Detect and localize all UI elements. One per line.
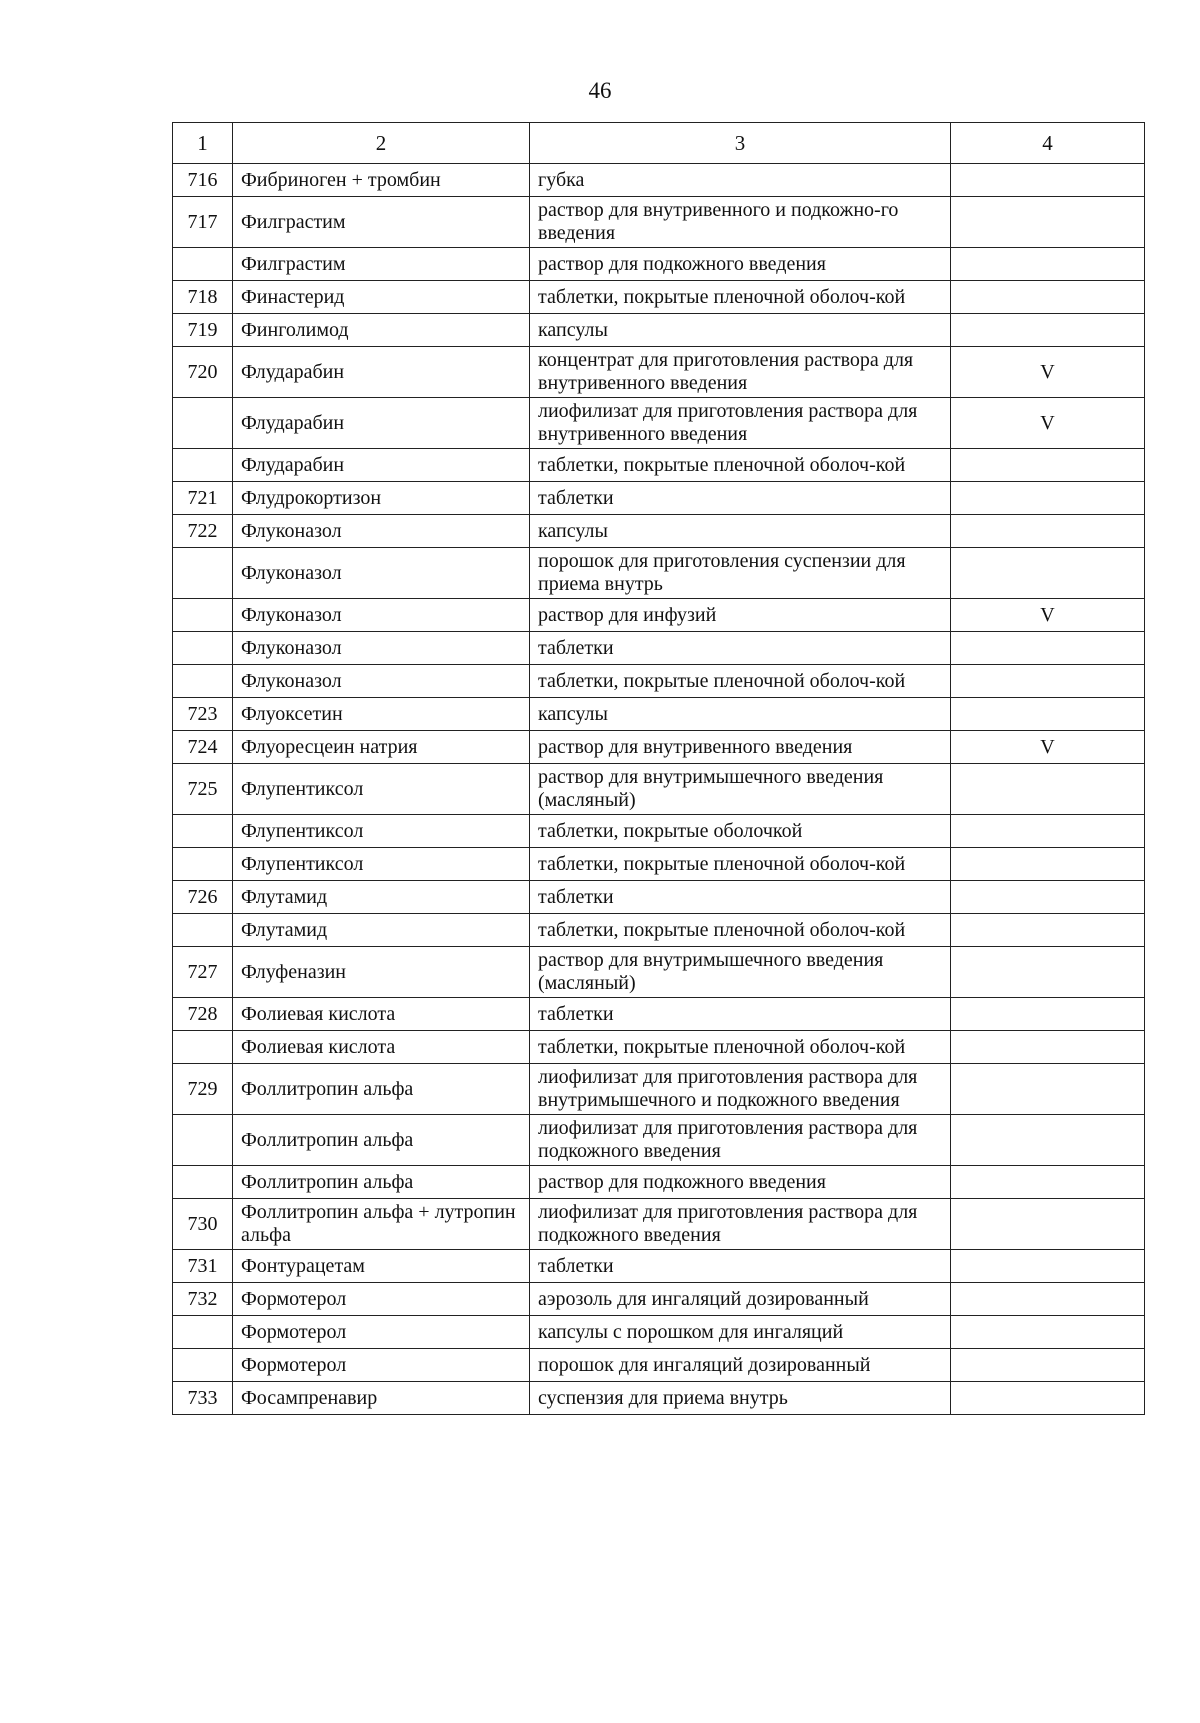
- drug-name: Флуоресцеин натрия: [233, 731, 530, 764]
- row-number: [173, 665, 233, 698]
- table-row: [173, 1349, 1145, 1382]
- table-row: [173, 1199, 1145, 1250]
- vital-mark: [951, 482, 1145, 515]
- drug-name: Финголимод: [233, 314, 530, 347]
- drug-name: Флударабин: [233, 398, 530, 449]
- row-number: 719: [173, 314, 233, 347]
- vital-mark: [951, 197, 1145, 248]
- column-header-1: 1: [173, 123, 233, 164]
- row-number: 727: [173, 947, 233, 998]
- row-number: 728: [173, 998, 233, 1031]
- table-row: [173, 482, 1145, 515]
- dosage-form: таблетки, покрытые пленочной оболоч-кой: [530, 848, 951, 881]
- drug-name: Фолиевая кислота: [233, 998, 530, 1031]
- table-header-row: [173, 123, 1145, 164]
- dosage-form: раствор для подкожного введения: [530, 248, 951, 281]
- row-number: 729: [173, 1064, 233, 1115]
- dosage-form: аэрозоль для ингаляций дозированный: [530, 1283, 951, 1316]
- drug-name: Фосампренавир: [233, 1382, 530, 1415]
- table-row: [173, 698, 1145, 731]
- table-row: [173, 197, 1145, 248]
- column-header-2: 2: [233, 123, 530, 164]
- drug-name: Флутамид: [233, 881, 530, 914]
- vital-mark: [951, 998, 1145, 1031]
- row-number: 726: [173, 881, 233, 914]
- vital-mark: [951, 632, 1145, 665]
- vital-mark: [951, 314, 1145, 347]
- dosage-form: раствор для внутримышечного введения (масляный): [530, 764, 951, 815]
- row-number: [173, 1166, 233, 1199]
- vital-mark: [951, 665, 1145, 698]
- drug-name: Флуоксетин: [233, 698, 530, 731]
- dosage-form: таблетки, покрытые пленочной оболоч-кой: [530, 914, 951, 947]
- table-row: [173, 1283, 1145, 1316]
- row-number: 731: [173, 1250, 233, 1283]
- row-number: [173, 398, 233, 449]
- vital-mark: V: [951, 731, 1145, 764]
- dosage-form: лиофилизат для приготовления раствора для подкожного введения: [530, 1199, 951, 1250]
- dosage-form: таблетки, покрытые пленочной оболоч-кой: [530, 281, 951, 314]
- table-row: [173, 632, 1145, 665]
- vital-mark: [951, 881, 1145, 914]
- drug-name: Фонтурацетам: [233, 1250, 530, 1283]
- vital-mark: V: [951, 599, 1145, 632]
- table-row: [173, 1382, 1145, 1415]
- dosage-form: губка: [530, 164, 951, 197]
- drug-name: Фоллитропин альфа: [233, 1115, 530, 1166]
- vital-mark: [951, 1316, 1145, 1349]
- dosage-form: лиофилизат для приготовления раствора для внутривенного введения: [530, 398, 951, 449]
- drug-name: Флутамид: [233, 914, 530, 947]
- vital-mark: [951, 698, 1145, 731]
- row-number: [173, 548, 233, 599]
- table-row: [173, 665, 1145, 698]
- table-row: [173, 347, 1145, 398]
- dosage-form: раствор для внутримышечного введения (масляный): [530, 947, 951, 998]
- row-number: 730: [173, 1199, 233, 1250]
- row-number: 721: [173, 482, 233, 515]
- dosage-form: таблетки, покрытые пленочной оболоч-кой: [530, 1031, 951, 1064]
- row-number: [173, 1115, 233, 1166]
- vital-mark: [951, 815, 1145, 848]
- table-row: [173, 1115, 1145, 1166]
- dosage-form: таблетки: [530, 1250, 951, 1283]
- table-row: [173, 314, 1145, 347]
- vital-mark: [951, 764, 1145, 815]
- dosage-form: таблетки, покрытые оболочкой: [530, 815, 951, 848]
- dosage-form: раствор для внутривенного введения: [530, 731, 951, 764]
- row-number: [173, 914, 233, 947]
- dosage-form: капсулы: [530, 314, 951, 347]
- dosage-form: раствор для внутривенного и подкожно-го введения: [530, 197, 951, 248]
- vital-mark: [951, 947, 1145, 998]
- row-number: 717: [173, 197, 233, 248]
- drug-name: Фоллитропин альфа: [233, 1166, 530, 1199]
- row-number: [173, 248, 233, 281]
- drug-name: Флупентиксол: [233, 815, 530, 848]
- table-row: [173, 1064, 1145, 1115]
- vital-mark: [951, 914, 1145, 947]
- table-row: [173, 914, 1145, 947]
- table-row: [173, 281, 1145, 314]
- drug-table: [172, 122, 1145, 1415]
- row-number: [173, 599, 233, 632]
- dosage-form: капсулы: [530, 698, 951, 731]
- drug-name: Формотерол: [233, 1349, 530, 1382]
- row-number: [173, 632, 233, 665]
- row-number: [173, 1349, 233, 1382]
- vital-mark: [951, 515, 1145, 548]
- vital-mark: [951, 164, 1145, 197]
- row-number: [173, 1031, 233, 1064]
- table-row: [173, 998, 1145, 1031]
- drug-name: Филграстим: [233, 248, 530, 281]
- row-number: [173, 1316, 233, 1349]
- dosage-form: капсулы с порошком для ингаляций: [530, 1316, 951, 1349]
- table-row: [173, 449, 1145, 482]
- drug-name: Фоллитропин альфа + лутропин альфа: [233, 1199, 530, 1250]
- drug-name: Флуконазол: [233, 515, 530, 548]
- drug-name: Финастерид: [233, 281, 530, 314]
- table-row: [173, 731, 1145, 764]
- vital-mark: [951, 1115, 1145, 1166]
- vital-mark: [951, 1283, 1145, 1316]
- table-row: [173, 1250, 1145, 1283]
- table-row: [173, 947, 1145, 998]
- row-number: [173, 815, 233, 848]
- dosage-form: капсулы: [530, 515, 951, 548]
- drug-name: Флуконазол: [233, 548, 530, 599]
- vital-mark: [951, 848, 1145, 881]
- row-number: [173, 449, 233, 482]
- dosage-form: таблетки: [530, 632, 951, 665]
- drug-name: Фоллитропин альфа: [233, 1064, 530, 1115]
- vital-mark: [951, 1382, 1145, 1415]
- dosage-form: таблетки, покрытые пленочной оболоч-кой: [530, 665, 951, 698]
- dosage-form: раствор для подкожного введения: [530, 1166, 951, 1199]
- dosage-form: порошок для ингаляций дозированный: [530, 1349, 951, 1382]
- drug-name: Флупентиксол: [233, 764, 530, 815]
- drug-name: Филграстим: [233, 197, 530, 248]
- dosage-form: лиофилизат для приготовления раствора для подкожного введения: [530, 1115, 951, 1166]
- page-number: 46: [588, 78, 612, 103]
- vital-mark: [951, 449, 1145, 482]
- dosage-form: раствор для инфузий: [530, 599, 951, 632]
- drug-name: Флударабин: [233, 347, 530, 398]
- row-number: 723: [173, 698, 233, 731]
- drug-name: Флуфеназин: [233, 947, 530, 998]
- row-number: 718: [173, 281, 233, 314]
- drug-name: Флудрокортизон: [233, 482, 530, 515]
- vital-mark: [951, 1250, 1145, 1283]
- row-number: 725: [173, 764, 233, 815]
- column-header-3: 3: [530, 123, 951, 164]
- vital-mark: [951, 548, 1145, 599]
- dosage-form: лиофилизат для приготовления раствора для внутримышечного и подкожного введения: [530, 1064, 951, 1115]
- vital-mark: [951, 1349, 1145, 1382]
- drug-name: Фибриноген + тромбин: [233, 164, 530, 197]
- row-number: 720: [173, 347, 233, 398]
- vital-mark: [951, 1166, 1145, 1199]
- table-row: [173, 1031, 1145, 1064]
- drug-name: Флупентиксол: [233, 848, 530, 881]
- table-row: [173, 599, 1145, 632]
- row-number: 716: [173, 164, 233, 197]
- dosage-form: таблетки: [530, 881, 951, 914]
- row-number: 732: [173, 1283, 233, 1316]
- dosage-form: таблетки: [530, 998, 951, 1031]
- table-row: [173, 248, 1145, 281]
- row-number: 733: [173, 1382, 233, 1415]
- table-row: [173, 164, 1145, 197]
- drug-name: Флуконазол: [233, 665, 530, 698]
- vital-mark: V: [951, 398, 1145, 449]
- table-row: [173, 398, 1145, 449]
- drug-name: Флуконазол: [233, 632, 530, 665]
- drug-name: Флударабин: [233, 449, 530, 482]
- dosage-form: порошок для приготовления суспензии для приема внутрь: [530, 548, 951, 599]
- table-row: [173, 848, 1145, 881]
- table-row: [173, 1316, 1145, 1349]
- table-row: [173, 764, 1145, 815]
- row-number: 722: [173, 515, 233, 548]
- vital-mark: [951, 281, 1145, 314]
- drug-name: Формотерол: [233, 1283, 530, 1316]
- row-number: 724: [173, 731, 233, 764]
- table-row: [173, 815, 1145, 848]
- table-row: [173, 548, 1145, 599]
- column-header-4: 4: [951, 123, 1145, 164]
- drug-name: Формотерол: [233, 1316, 530, 1349]
- table-row: [173, 881, 1145, 914]
- dosage-form: концентрат для приготовления раствора для внутривенного введения: [530, 347, 951, 398]
- vital-mark: [951, 1064, 1145, 1115]
- dosage-form: суспензия для приема внутрь: [530, 1382, 951, 1415]
- row-number: [173, 848, 233, 881]
- drug-name: Флуконазол: [233, 599, 530, 632]
- vital-mark: [951, 1031, 1145, 1064]
- table-row: [173, 515, 1145, 548]
- drug-name: Фолиевая кислота: [233, 1031, 530, 1064]
- vital-mark: [951, 1199, 1145, 1250]
- dosage-form: таблетки, покрытые пленочной оболоч-кой: [530, 449, 951, 482]
- dosage-form: таблетки: [530, 482, 951, 515]
- table-row: [173, 1166, 1145, 1199]
- vital-mark: V: [951, 347, 1145, 398]
- vital-mark: [951, 248, 1145, 281]
